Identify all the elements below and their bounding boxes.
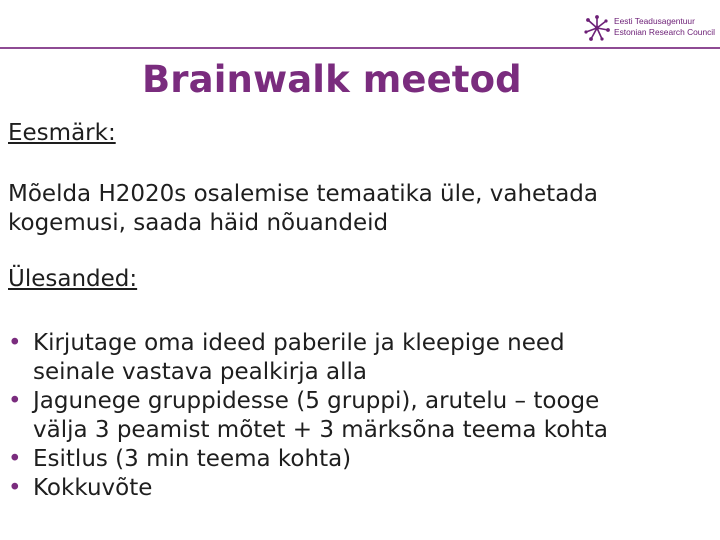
logo-line-1: Eesti Teadusagentuur: [614, 16, 695, 26]
bullet-icon: •: [8, 475, 22, 501]
logo-line-2: Estonian Research Council: [614, 27, 716, 37]
goal-text-line: kogemusi, saada häid nõuandeid: [8, 210, 389, 236]
tasks-heading: Ülesanded:: [8, 266, 138, 292]
goal-text: [8, 180, 598, 238]
task-line: Jagunege gruppidesse (5 gruppi), arutelu – tooge: [33, 388, 600, 414]
bullet-icon: •: [8, 388, 22, 414]
goal-heading: Eesmärk:: [8, 120, 116, 146]
task-line: seinale vastava pealkirja alla: [33, 359, 368, 385]
bullet-icon: •: [8, 446, 22, 472]
task-line: välja 3 peamist mõtet + 3 märksõna teema kohta: [33, 417, 608, 443]
bullet-icon: •: [8, 330, 22, 356]
logo-text: [614, 16, 715, 38]
task-line: Kokkuvõte: [33, 475, 153, 501]
task-item: [8, 445, 608, 474]
task-item: [8, 387, 608, 445]
task-item: [8, 474, 608, 503]
task-item: [8, 329, 608, 387]
header-divider: [0, 47, 720, 49]
goal-text-line: Mõelda H2020s osalemise temaatika üle, vahetada: [8, 181, 598, 207]
tasks-list: [8, 329, 608, 503]
task-line: Kirjutage oma ideed paberile ja kleepige need: [33, 330, 565, 356]
slide-title: Brainwalk meetod: [142, 58, 522, 101]
task-line: Esitlus (3 min teema kohta): [33, 446, 352, 472]
logo-mark-icon: [583, 14, 611, 42]
estonian-research-council-logo: [583, 14, 716, 42]
